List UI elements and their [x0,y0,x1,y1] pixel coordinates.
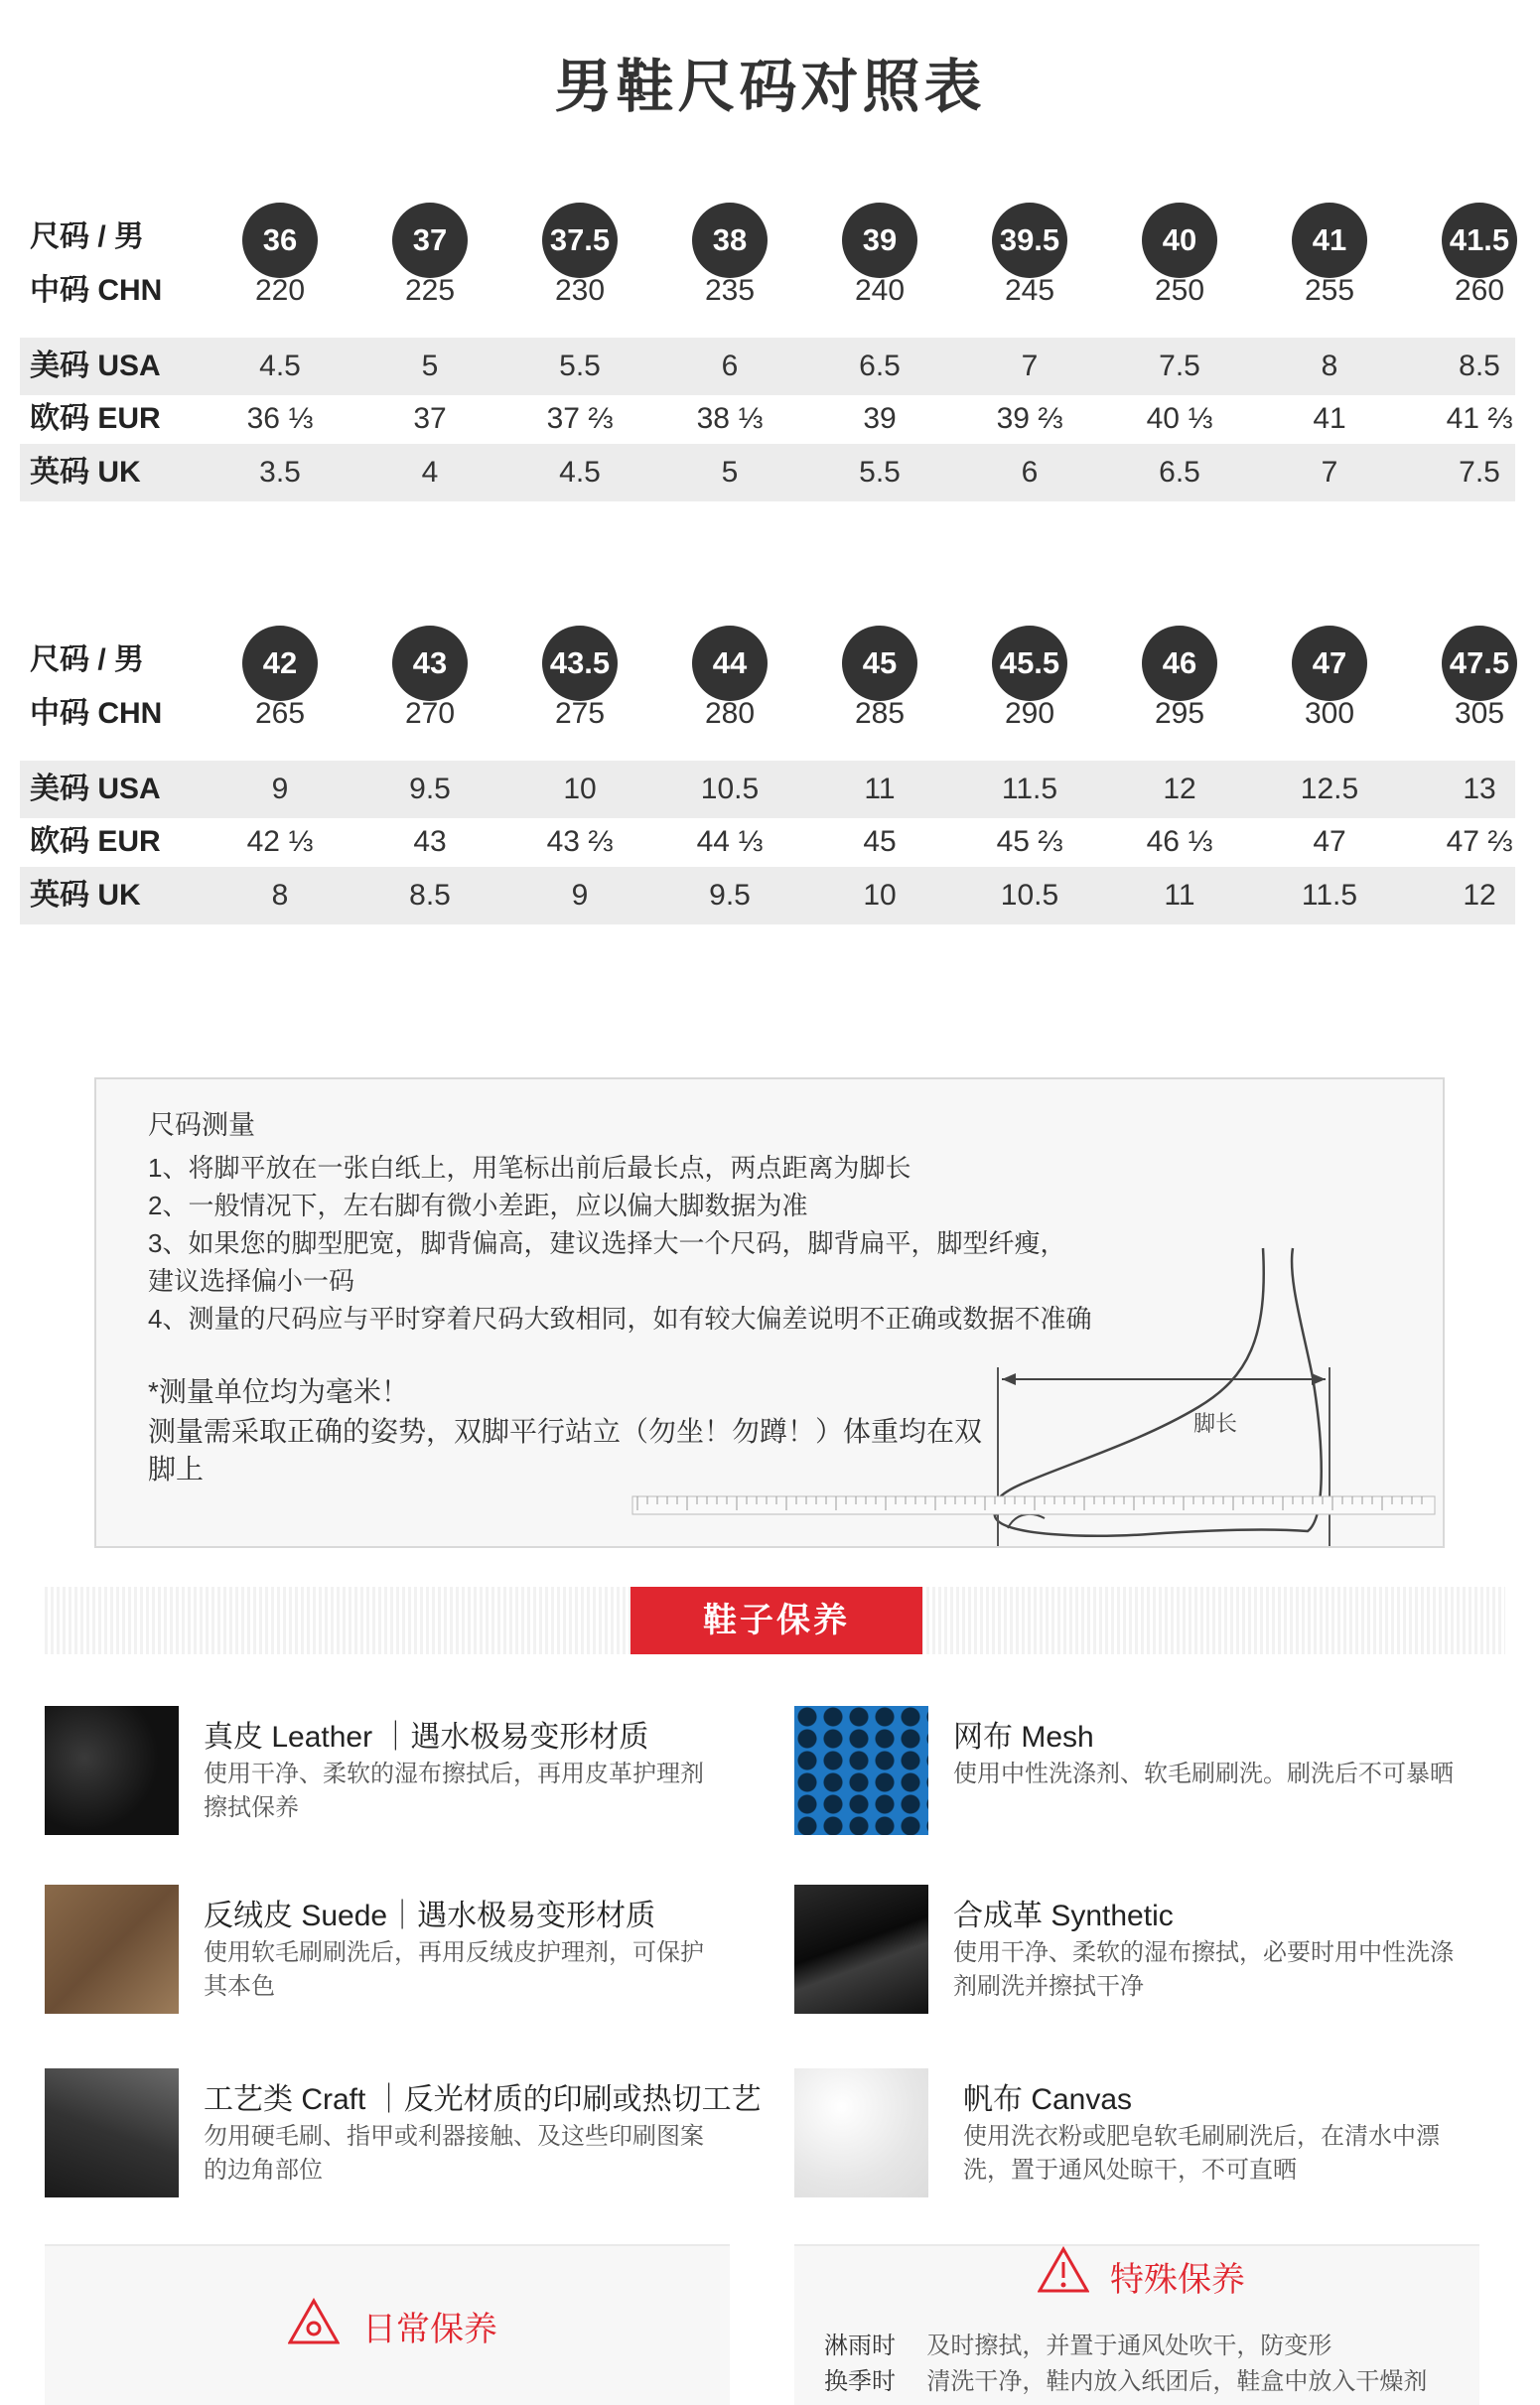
size-row-sizes [20,209,1515,266]
size-cell: 10 [863,879,897,912]
size-badge: 44 [692,626,768,701]
size-row-usa [20,761,1515,818]
material-name: 反绒皮 Suede｜遇水极易变形材质 [204,1900,656,1932]
size-cell: 10 [563,773,597,805]
size-cell: 5 [421,350,439,382]
material-desc: 使用中性洗涤剂、软毛刷刷洗。刷洗后不可暴晒 [953,1761,1454,1787]
special-care-text: 清洗干净，鞋内放入纸团后，鞋盒中放入干燥剂 [926,2368,1428,2395]
size-cell: 280 [704,697,756,730]
craft-swatch-image [45,2068,179,2197]
size-cell: 47 [1313,825,1346,858]
row-label: 美码 USA [30,350,161,382]
size-cell: 11 [1164,879,1195,912]
size-cell: 290 [1004,697,1055,730]
size-badge: 42 [242,626,318,701]
size-badge: 39 [842,203,917,278]
size-cell: 250 [1154,274,1205,307]
special-care-label: 换季时 [824,2368,896,2395]
size-cell: 265 [254,697,306,730]
material-canvas [794,2068,1489,2207]
size-cell: 240 [854,274,906,307]
size-cell: 4 [421,456,439,489]
foot-diagram [96,1079,1443,1546]
special-care-line-2 [824,2361,1427,2396]
daily-care-card [45,2244,730,2405]
size-row-uk [20,867,1515,924]
material-leather [45,1706,740,1845]
size-badge: 37.5 [542,203,618,278]
size-cell: 43 ⅔ [546,825,614,858]
size-cell: 230 [554,274,606,307]
size-badge: 39.5 [992,203,1067,278]
size-badge: 37 [392,203,468,278]
row-label: 欧码 EUR [30,825,161,858]
size-badge: 43.5 [542,626,618,701]
synthetic-swatch-image [794,1885,928,2014]
canvas-swatch-image [794,2068,928,2197]
size-badge: 45 [842,626,917,701]
row-label: 英码 UK [30,456,141,489]
size-badge: 41 [1292,203,1367,278]
size-cell: 260 [1454,274,1505,307]
material-craft [45,2068,762,2207]
row-label: 欧码 EUR [30,402,161,435]
size-cell: 8 [1321,350,1338,382]
size-badge: 47 [1292,626,1367,701]
mesh-swatch-image [794,1706,928,1835]
size-cell: 44 ⅓ [696,825,764,858]
size-cell: 9.5 [709,879,751,912]
size-cell: 5 [721,456,739,489]
size-badge: 47.5 [1442,626,1517,701]
suede-swatch-image [45,1885,179,2014]
measurement-guide [94,1077,1445,1548]
size-cell: 12 [1163,773,1196,805]
size-row-eur [20,813,1515,871]
row-label: 美码 USA [30,773,161,805]
size-cell: 9.5 [409,773,451,805]
row-label: 尺码 / 男 [30,643,145,676]
size-cell: 8 [271,879,289,912]
size-cell: 270 [404,697,456,730]
material-mesh [794,1706,1489,1845]
size-cell: 5.5 [859,456,901,489]
size-cell: 4.5 [559,456,601,489]
foot-length-label: 脚长 [1193,1411,1238,1436]
size-cell: 3.5 [259,456,301,489]
size-cell: 12 [1463,879,1496,912]
size-badge: 38 [692,203,768,278]
care-banner [45,1587,1505,1654]
size-cell: 11.5 [1001,773,1058,805]
size-cell: 9 [571,879,589,912]
size-cell: 6.5 [859,350,901,382]
size-cell: 225 [404,274,456,307]
size-cell: 8.5 [1459,350,1500,382]
size-cell: 41 [1313,402,1346,435]
material-name: 帆布 Canvas [963,2083,1133,2116]
material-desc: 使用洗衣粉或肥皂软毛刷刷洗后，在清水中漂洗，置于通风处晾干，不可直晒 [963,2123,1440,2184]
size-cell: 11.5 [1301,879,1358,912]
size-cell: 295 [1154,697,1205,730]
size-cell: 37 ⅔ [546,402,614,435]
size-cell: 255 [1304,274,1355,307]
size-cell: 7.5 [1159,350,1200,382]
measure-title: 尺码测量 [148,1110,255,1140]
size-cell: 7 [1321,456,1338,489]
size-cell: 9 [271,773,289,805]
row-label: 英码 UK [30,879,141,912]
size-badge: 40 [1142,203,1217,278]
material-name: 真皮 Leather ｜遇水极易变形材质 [204,1721,649,1754]
measure-line-3: 3、如果您的脚型肥宽，脚背偏高，建议选择大一个尺码，脚背扁平，脚型纤瘦， [148,1228,1066,1258]
size-cell: 235 [704,274,756,307]
size-cell: 220 [254,274,306,307]
size-cell: 47 ⅔ [1446,825,1513,858]
measure-line-2: 2、一般情况下，左右脚有微小差距，应以偏大脚数据为准 [148,1191,808,1220]
special-care-card [794,2244,1479,2405]
size-row-uk [20,444,1515,501]
size-cell: 4.5 [259,350,301,382]
size-cell: 13 [1463,773,1496,805]
size-cell: 42 ⅓ [246,825,314,858]
row-label: 中码 CHN [30,274,163,307]
warning-icon [1038,2246,1089,2294]
care-banner-title: 鞋子保养 [630,1587,922,1654]
size-badge: 43 [392,626,468,701]
measure-unit-note: *测量单位均为毫米！ [148,1376,409,1407]
material-desc: 勿用硬毛刷、指甲或利器接触、及这些印刷图案的边角部位 [204,2123,704,2184]
size-row-chn [20,685,1515,743]
size-row-chn [20,262,1515,320]
material-name: 工艺类 Craft ｜反光材质的印刷或热切工艺 [204,2083,762,2116]
row-label: 尺码 / 男 [30,220,145,253]
material-name: 网布 Mesh [953,1721,1094,1754]
special-care-title: 特殊保养 [1110,2261,1245,2299]
material-suede [45,1885,740,2024]
material-name: 合成革 Synthetic [953,1900,1174,1932]
size-badge: 36 [242,203,318,278]
size-row-sizes [20,632,1515,689]
material-synthetic [794,1885,1489,2024]
size-row-usa [20,338,1515,395]
leather-swatch-image [45,1706,179,1835]
daily-care-title: 日常保养 [362,2311,497,2348]
size-cell: 300 [1304,697,1355,730]
page-title: 男鞋尺码对照表 [554,55,986,119]
size-badge: 45.5 [992,626,1067,701]
size-cell: 10.5 [700,773,760,805]
special-care-label: 淋雨时 [824,2333,896,2359]
size-badge: 46 [1142,626,1217,701]
size-cell: 245 [1004,274,1055,307]
material-desc: 使用干净、柔软的湿布擦拭后，再用皮革护理剂擦拭保养 [204,1761,704,1821]
size-cell: 8.5 [409,879,451,912]
size-cell: 11 [864,773,896,805]
size-cell: 37 [413,402,447,435]
size-cell: 38 ⅓ [696,402,764,435]
size-cell: 305 [1454,697,1505,730]
size-cell: 46 ⅓ [1146,825,1213,858]
size-badge: 41.5 [1442,203,1517,278]
size-cell: 40 ⅓ [1146,402,1213,435]
size-row-eur [20,390,1515,448]
measure-line-1: 1、将脚平放在一张白纸上，用笔标出前后最长点，两点距离为脚长 [148,1153,911,1183]
size-cell: 7.5 [1459,456,1500,489]
warning-icon [288,2298,340,2345]
size-cell: 36 ⅓ [246,402,314,435]
row-label: 中码 CHN [30,697,163,730]
size-cell: 7 [1021,350,1039,382]
size-cell: 12.5 [1300,773,1359,805]
size-cell: 45 [863,825,897,858]
size-cell: 10.5 [1000,879,1059,912]
special-care-text: 及时擦拭，并置于通风处吹干，防变形 [926,2333,1332,2359]
measure-line-3b: 建议选择偏小一码 [148,1266,355,1296]
size-cell: 39 [863,402,897,435]
size-cell: 41 ⅔ [1446,402,1513,435]
size-cell: 45 ⅔ [996,825,1063,858]
material-desc: 使用软毛刷刷洗后，再用反绒皮护理剂，可保护其本色 [204,1939,704,2000]
size-cell: 43 [413,825,447,858]
measure-line-4: 4、测量的尺码应与平时穿着尺码大致相同，如有较大偏差说明不正确或数据不准确 [148,1304,1092,1334]
size-cell: 6 [1021,456,1039,489]
measure-posture-note: 测量需采取正确的姿势，双脚平行站立（勿坐！勿蹲！）体重均在双脚上 [148,1416,983,1485]
size-cell: 285 [854,697,906,730]
size-cell: 6.5 [1159,456,1200,489]
material-desc: 使用干净、柔软的湿布擦拭，必要时用中性洗涤剂刷洗并擦拭干净 [953,1939,1454,2000]
special-care-line-1 [824,2326,1331,2360]
size-cell: 275 [554,697,606,730]
size-cell: 6 [721,350,739,382]
size-cell: 39 ⅔ [996,402,1063,435]
size-cell: 5.5 [559,350,601,382]
